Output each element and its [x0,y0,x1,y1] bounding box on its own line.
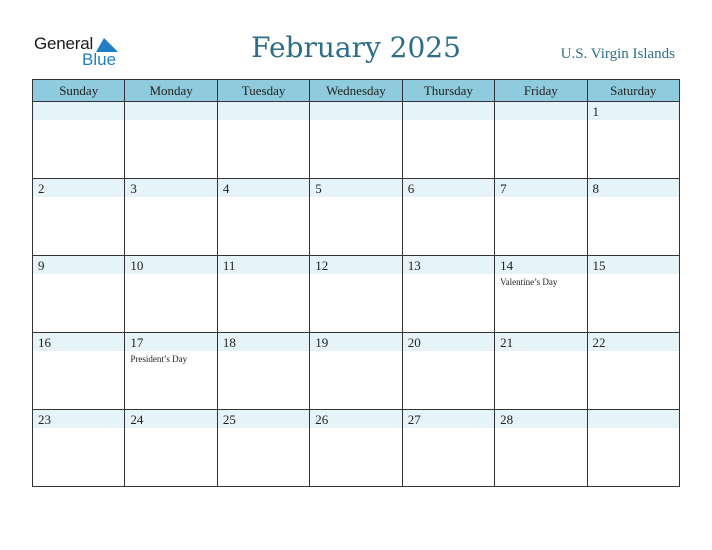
weekday-wednesday: Wednesday [310,80,402,102]
day-cell [495,256,587,333]
week-row [33,256,680,333]
day-number: 19 [315,335,329,350]
day-cell [33,333,125,410]
weekday-friday: Friday [495,80,587,102]
day-cell-strip [33,102,124,120]
day-cell-strip [403,179,494,197]
day-cell [125,256,217,333]
day-number: 12 [315,258,329,273]
day-number: 7 [500,181,507,196]
day-cell [495,102,587,179]
day-cell [125,179,217,256]
weekday-header-row [33,80,680,102]
page-title: February 2025 [251,31,461,64]
day-cell-strip [310,102,401,120]
day-cell [495,179,587,256]
day-cell [217,256,309,333]
day-cell [587,102,679,179]
day-number: 15 [592,258,606,273]
day-cell-strip [218,179,309,197]
logo-text-blue: Blue [82,50,117,69]
day-cell-strip [33,256,124,274]
day-number: 16 [38,335,51,350]
weekday-saturday: Saturday [587,80,679,102]
day-number: 9 [38,258,45,273]
day-number: 5 [315,181,322,196]
day-number: 18 [222,335,236,350]
day-number: 23 [38,412,51,427]
day-cell [33,256,125,333]
day-cell [125,410,217,487]
day-cell [125,102,217,179]
day-cell [33,179,125,256]
day-cell [217,179,309,256]
day-number: 17 [130,335,144,350]
logo-text-general: General [34,34,94,53]
weekday-thursday: Thursday [402,80,494,102]
day-cell [495,333,587,410]
day-number: 25 [222,412,236,427]
calendar-grid [32,79,680,487]
day-number: 20 [407,335,421,350]
day-cell [587,333,679,410]
day-number: 11 [222,258,236,273]
day-number: 4 [222,181,230,196]
day-number: 14 [500,258,514,273]
day-cell-strip [403,102,494,120]
day-cell [217,333,309,410]
day-number: 22 [592,335,606,350]
holiday-label: President’s Day [130,354,188,364]
day-cell [310,179,402,256]
week-row [33,102,680,179]
day-cell [310,102,402,179]
day-cell [587,256,679,333]
day-number: 13 [407,258,421,273]
day-cell [217,102,309,179]
day-cell [310,256,402,333]
holiday-label: Valentine’s Day [500,277,558,287]
day-number: 27 [407,412,421,427]
day-cell [587,179,679,256]
day-cell [125,333,217,410]
day-cell-strip [310,179,401,197]
day-number: 28 [500,412,514,427]
day-cell [33,102,125,179]
day-cell [402,333,494,410]
weekday-monday: Monday [125,80,217,102]
day-cell [217,410,309,487]
week-row [33,333,680,410]
day-number: 26 [315,412,329,427]
day-cell [310,410,402,487]
day-number: 1 [592,104,600,119]
day-cell [402,256,494,333]
day-cell-strip [125,102,216,120]
day-number: 8 [592,181,600,196]
day-cell-strip [588,102,679,120]
day-number: 10 [130,258,144,273]
week-row [33,179,680,256]
day-cell-strip [218,102,309,120]
day-number: 24 [130,412,144,427]
day-number: 3 [130,181,137,196]
day-cell-strip [588,179,679,197]
day-cell [402,179,494,256]
region-label: U.S. Virgin Islands [560,46,675,62]
day-cell [310,333,402,410]
day-cell-strip [495,102,586,120]
day-cell-strip [495,179,586,197]
day-cell [587,410,679,487]
day-cell-strip [588,410,679,428]
weekday-sunday: Sunday [33,80,125,102]
day-number: 6 [407,181,415,196]
day-cell-strip [125,179,216,197]
weekday-tuesday: Tuesday [217,80,309,102]
day-cell-strip [33,179,124,197]
day-number: 2 [38,181,45,196]
day-number: 21 [500,335,514,350]
day-cell [33,410,125,487]
day-cell [402,410,494,487]
day-cell [402,102,494,179]
day-cell [495,410,587,487]
week-row [33,410,680,487]
